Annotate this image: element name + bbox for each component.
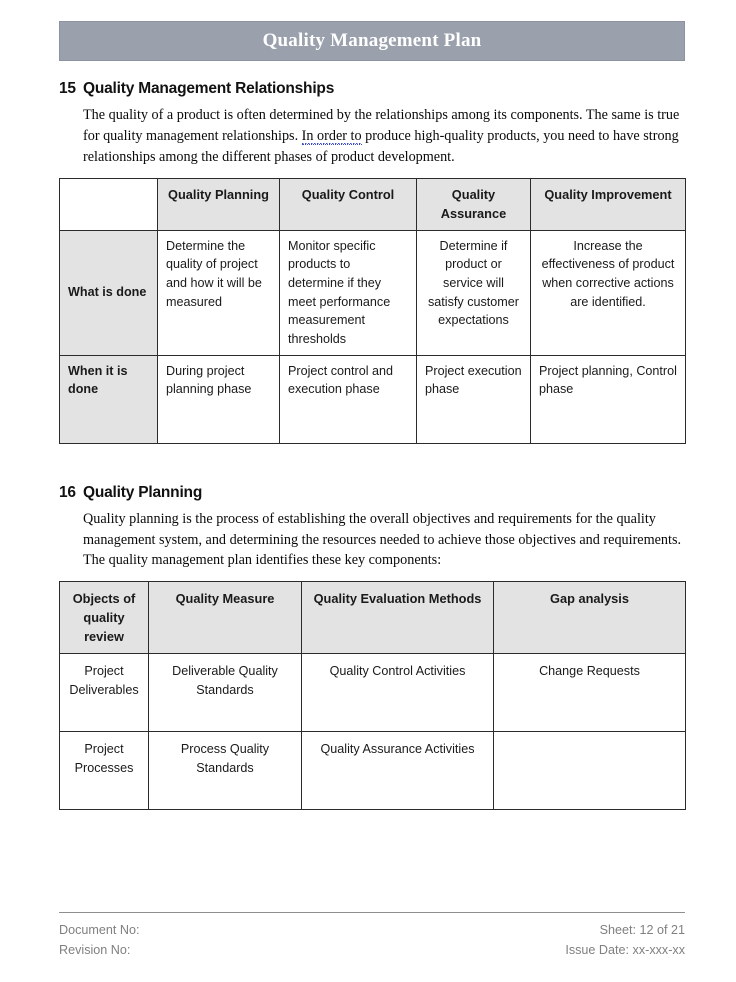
section-number-16: 16 xyxy=(59,483,76,501)
section-title-16: Quality Planning xyxy=(83,483,203,501)
cell-when-it-is-done-control: Project control and execution phase xyxy=(280,355,417,443)
table-header-row xyxy=(60,178,686,230)
table-row xyxy=(60,654,686,732)
footer-revision-no-label: Revision No: xyxy=(59,943,131,958)
column-header-objects-of-quality-review: Objects of quality review xyxy=(60,582,149,654)
document-title: Quality Management Plan xyxy=(262,30,482,51)
cell-method-quality-control-activities: Quality Control Activities xyxy=(302,654,494,732)
cell-object-project-deliverables: Project Deliverables xyxy=(60,654,149,732)
document-header-banner xyxy=(59,21,685,61)
cell-gap-change-requests: Change Requests xyxy=(494,654,686,732)
section-title-15: Quality Management Relationships xyxy=(83,80,335,97)
column-header-quality-control: Quality Control xyxy=(280,178,417,230)
section-number-15: 15 xyxy=(59,80,76,97)
cell-measure-process-quality-standards: Process Quality Standards xyxy=(149,732,302,810)
paragraph-text-pre: The quality of a product is often determined by the relationships among its components. The same is true for quality management relationships. xyxy=(83,107,680,144)
column-header-quality-evaluation-methods: Quality Evaluation Methods xyxy=(302,582,494,654)
column-header-quality-planning: Quality Planning xyxy=(158,178,280,230)
row-header-when-it-is-done: When it is done xyxy=(60,355,158,443)
table-header-row xyxy=(60,582,686,654)
table-row xyxy=(60,230,686,355)
cell-what-is-done-control: Monitor specific products to determine if they meet performance measurement thresholds xyxy=(280,230,417,355)
section-heading-15 xyxy=(59,80,685,98)
column-header-quality-improvement: Quality Improvement xyxy=(531,178,686,230)
cell-when-it-is-done-assurance: Project execution phase xyxy=(417,355,531,443)
cell-measure-deliverable-quality-standards: Deliverable Quality Standards xyxy=(149,654,302,732)
table-quality-planning xyxy=(59,581,686,810)
footer-row-top xyxy=(59,920,685,940)
section-spacer xyxy=(59,444,685,484)
cell-when-it-is-done-planning: During project planning phase xyxy=(158,355,280,443)
footer-row-bottom xyxy=(59,940,685,960)
cell-object-project-processes: Project Processes xyxy=(60,732,149,810)
section-paragraph-15 xyxy=(59,105,685,168)
cell-method-quality-assurance-activities: Quality Assurance Activities xyxy=(302,732,494,810)
document-footer xyxy=(59,912,685,961)
table-row xyxy=(60,355,686,443)
column-header-quality-assurance: Quality Assurance xyxy=(417,178,531,230)
table-corner-cell xyxy=(60,178,158,230)
document-content xyxy=(59,80,685,810)
row-header-what-is-done: What is done xyxy=(60,230,158,355)
cell-when-it-is-done-improvement: Project planning, Control phase xyxy=(531,355,686,443)
table-quality-relationships xyxy=(59,178,686,444)
footer-sheet-number: Sheet: 12 of 21 xyxy=(599,923,685,937)
grammar-suggestion-text[interactable]: In order to xyxy=(301,127,362,144)
column-header-quality-measure: Quality Measure xyxy=(149,582,302,654)
cell-what-is-done-assurance: Determine if product or service will satisfy customer expectations xyxy=(417,230,531,355)
section-paragraph-16: Quality planning is the process of establishing the overall objectives and requirements for the quality management system, and determining the resources needed to achieve those objectives and requirements. The quality management plan identifies these key components: xyxy=(83,510,682,569)
cell-what-is-done-planning: Determine the quality of project and how it will be measured xyxy=(158,230,280,355)
footer-issue-date: Issue Date: xx-xxx-xx xyxy=(565,943,685,958)
cell-what-is-done-improvement: Increase the effectiveness of product when corrective actions are identified. xyxy=(531,230,686,355)
cell-gap-empty xyxy=(494,732,686,810)
section-heading-16 xyxy=(59,484,685,502)
column-header-gap-analysis: Gap analysis xyxy=(494,582,686,654)
table-row xyxy=(60,732,686,810)
paragraph-text-post: produce high-quality products, you need to have strong relationships among the different phases of product development. xyxy=(83,127,679,165)
footer-document-no-label: Document No: xyxy=(59,923,140,937)
